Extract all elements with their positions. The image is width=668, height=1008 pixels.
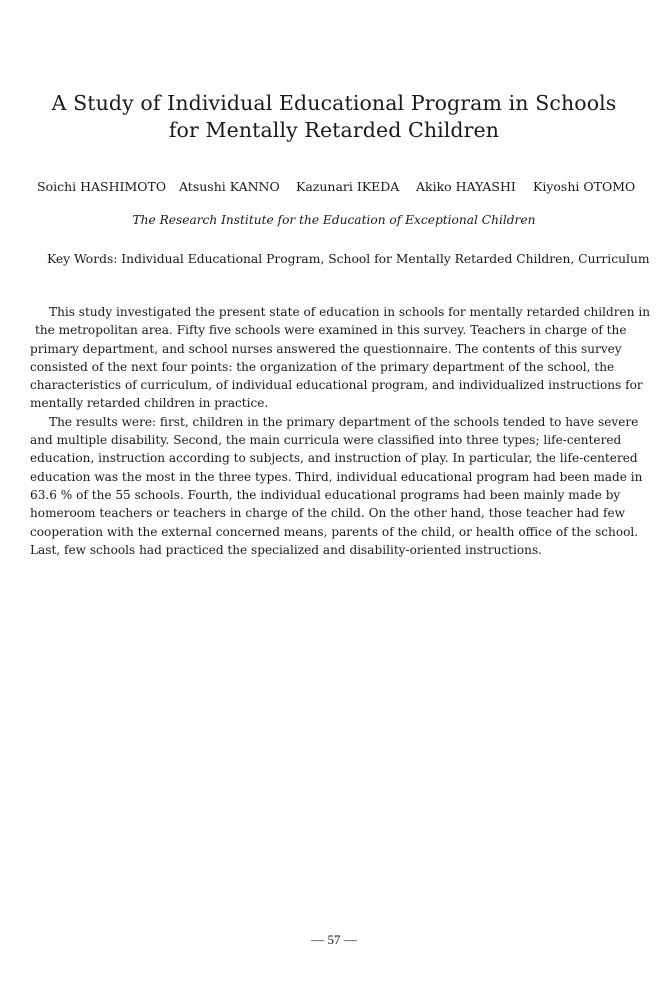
- author-name: Kiyoshi OTOMO: [533, 179, 636, 194]
- paper-title: [0, 90, 668, 144]
- author-name: Atsushi KANNO: [179, 179, 280, 194]
- author-name: Kazunari IKEDA: [296, 179, 400, 194]
- author-name: Akiko HAYASHI: [416, 179, 516, 194]
- abstract-line: This study investigated the present state of education in schools for mentally retarded children in: [49, 305, 650, 319]
- abstract-line: homeroom teachers or teachers in charge of the child. On the other hand, those teacher had few: [30, 506, 625, 521]
- author-name: Soichi HASHIMOTO: [37, 179, 167, 194]
- abstract-line: consisted of the next four points: the organization of the primary department of the school, the: [30, 359, 615, 374]
- page-number: — 57 —: [311, 932, 357, 947]
- abstract-line: primary department, and school nurses answered the questionnaire. The contents of this survey: [30, 341, 622, 356]
- abstract-line: education was the most in the three types. Third, individual educational program had been made in: [30, 469, 643, 484]
- title-line-2: for Mentally Retarded Children: [168, 118, 500, 142]
- abstract-line: The results were: first, children in the primary department of the schools tended to have severe: [49, 414, 639, 429]
- abstract-line: education, instruction according to subjects, and instruction of play. In particular, the life-centered: [30, 451, 638, 466]
- keywords: Key Words: Individual Educational Program, School for Mentally Retarded Children, Curriculum: [47, 252, 650, 266]
- abstract-line: mentally retarded children in practice.: [30, 396, 269, 411]
- abstract-line: characteristics of curriculum, of individual educational program, and individualized instructions for: [30, 378, 643, 393]
- abstract-line: the metropolitan area. Fifty five schools were examined in this survey. Teachers in charge of the: [35, 323, 627, 338]
- title-line-1: A Study of Individual Educational Program in Schools: [51, 91, 617, 115]
- abstract-line: cooperation with the external concerned means, parents of the child, or health office of the school.: [30, 524, 639, 539]
- abstract: [30, 303, 650, 559]
- affiliation: The Research Institute for the Education of Exceptional Children: [132, 213, 536, 227]
- abstract-line: Last, few schools had practiced the specialized and disability-oriented instructions.: [30, 542, 542, 557]
- abstract-line: and multiple disability. Second, the main curricula were classified into three types; life-centered: [30, 433, 622, 448]
- abstract-line: 63.6 % of the 55 schools. Fourth, the individual educational programs had been mainly made by: [30, 487, 621, 502]
